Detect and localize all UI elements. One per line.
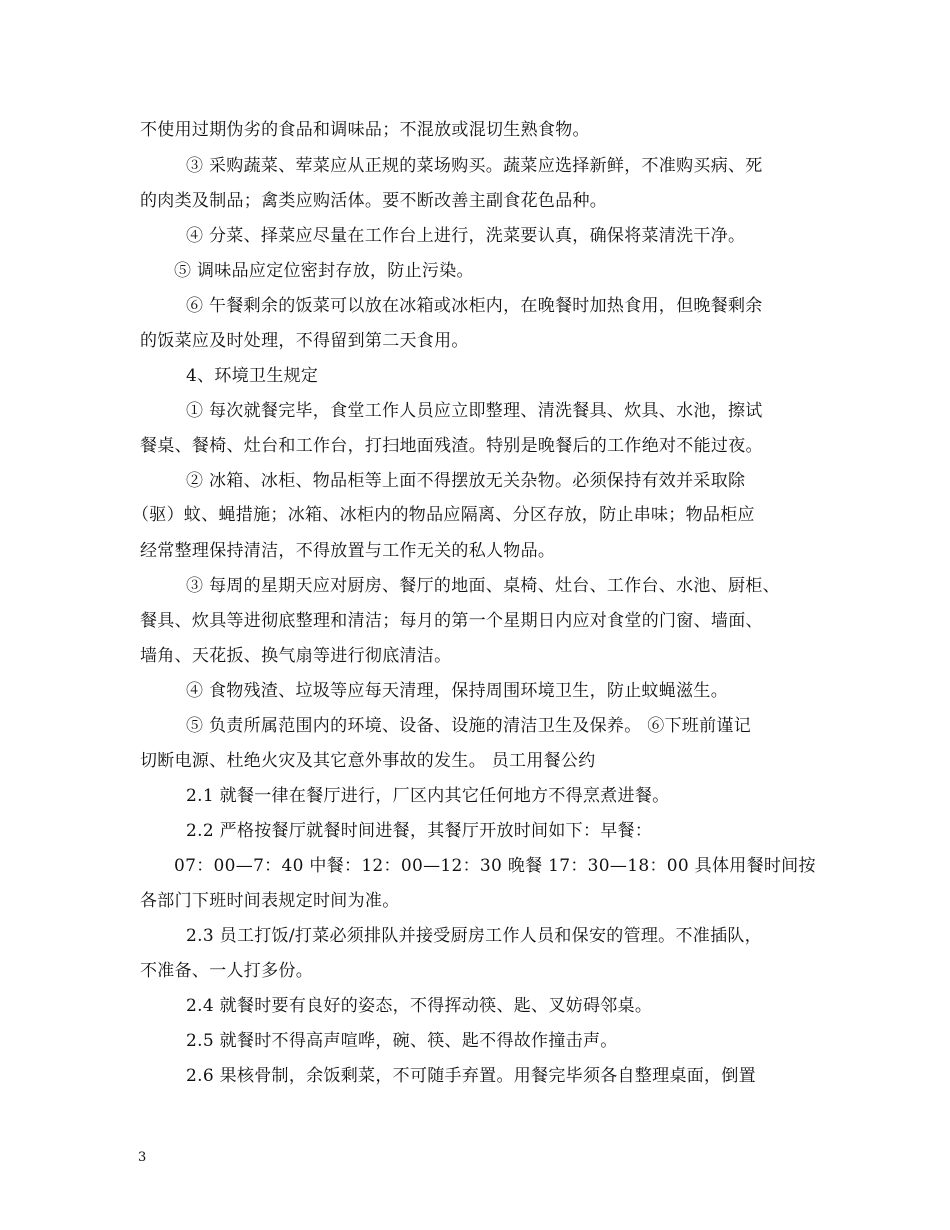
text-line: 2.4 就餐时要有良好的姿态，不得挥动筷、匙、叉妨碍邻桌。 — [186, 996, 653, 1016]
text-line: ⑤ 负责所属范围内的环境、设备、设施的清洁卫生及保养。 ⑥下班前谨记 — [186, 716, 752, 736]
text-line: ③ 采购蔬菜、荤菜应从正规的菜场购买。蔬菜应选择新鲜，不准购买病、死 — [186, 156, 763, 176]
text-line: 餐具、炊具等进彻底整理和清洁；每月的第一个星期日内应对食堂的门窗、墙面、 — [140, 611, 763, 631]
text-line: 经常整理保持清洁，不得放置与工作无关的私人物品。 — [140, 541, 556, 561]
text-line: 2.3 员工打饭/打菜必须排队并接受厨房工作人员和保安的管理。不准插队， — [186, 926, 762, 946]
text-line: ③ 每周的星期天应对厨房、餐厅的地面、桌椅、灶台、工作台、水池、厨柜、 — [186, 576, 780, 596]
text-line: 2.1 就餐一律在餐厅进行，厂区内其它任何地方不得烹煮进餐。 — [186, 786, 670, 806]
text-line: 2.6 果核骨制，余饭剩菜，不可随手弃置。用餐完毕须各自整理桌面，倒置 — [186, 1066, 756, 1086]
text-line: ② 冰箱、冰柜、物品柜等上面不得摆放无关杂物。必须保持有效并采取除 — [186, 471, 746, 491]
text-line: ① 每次就餐完毕，食堂工作人员应立即整理、清洗餐具、炊具、水池，擦试 — [186, 401, 763, 421]
section-heading: 4、环境卫生规定 — [186, 366, 319, 386]
text-line: 不使用过期伪劣的食品和调味品；不混放或混切生熟食物。 — [140, 120, 590, 140]
text-line: 不准备、一人打多份。 — [140, 961, 313, 981]
text-line: ④ 食物残渣、垃圾等应每天清理，保持周围环境卫生，防止蚊蝇滋生。 — [186, 681, 729, 701]
text-line: 墙角、天花扳、换气扇等进行彻底清洁。 — [140, 646, 452, 666]
text-line: ④ 分菜、择菜应尽量在工作台上进行，洗菜要认真，确保将菜清洗干净。 — [186, 226, 746, 246]
text-line: 07：00—7：40 中餐：12：00—12：30 晚餐 17：30—18：00 具体用餐时间按 — [174, 856, 816, 876]
page-number: 3 — [138, 1150, 147, 1165]
text-line: 的肉类及制品；禽类应购活体。要不断改善主副食花色品种。 — [140, 191, 608, 211]
text-line: 2.2 严格按餐厅就餐时间进餐，其餐厅开放时间如下：早餐： — [186, 821, 653, 841]
text-line: 切断电源、杜绝火灾及其它意外事故的发生。 员工用餐公约 — [140, 751, 596, 771]
text-line: ⑤ 调味品应定位密封存放，防止污染。 — [174, 261, 474, 281]
text-line: 各部门下班时间表规定时间为准。 — [140, 891, 400, 911]
text-line: 餐桌、餐椅、灶台和工作台，打扫地面残渣。特别是晚餐后的工作绝对不能过夜。 — [140, 436, 763, 456]
text-line: 的饭菜应及时处理，不得留到第二天食用。 — [140, 331, 469, 351]
text-line: ⑥ 午餐剩余的饭菜可以放在冰箱或冰柜内，在晚餐时加热食用，但晚餐剩余 — [186, 296, 763, 316]
text-line: 2.5 就餐时不得高声喧哗，碗、筷、匙不得故作撞击声。 — [186, 1031, 618, 1051]
text-line: （驱）蚊、蝇措施；冰箱、冰柜内的物品应隔离、分区存放，防止串味；物品柜应 — [132, 505, 755, 525]
